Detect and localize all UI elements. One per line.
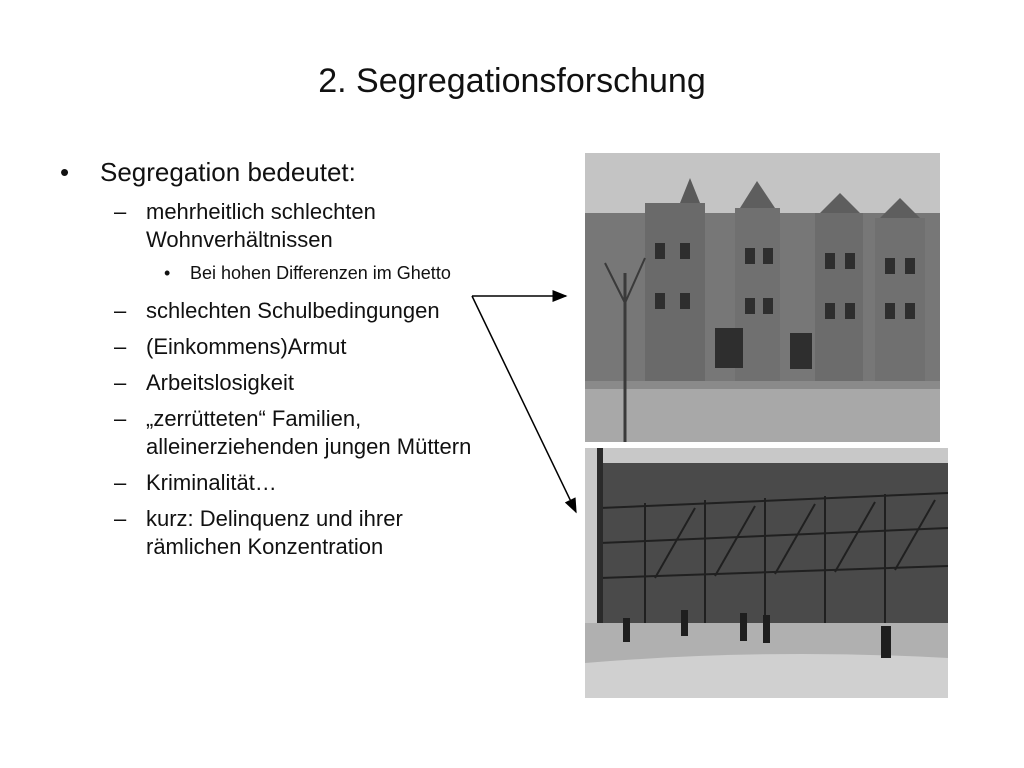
dash-marker: –	[114, 470, 127, 495]
list-item-text: schlechten Schulbedingungen	[146, 298, 440, 323]
dash-marker: –	[114, 406, 127, 431]
dash-marker: –	[114, 506, 127, 531]
list-item-text: mehrheitlich schlechten Wohnverhältnissen	[146, 199, 376, 252]
sub-list-item-text: Bei hohen Differenzen im Ghetto	[190, 263, 451, 283]
list-item-text: Kriminalität…	[146, 470, 277, 495]
dash-marker: –	[114, 370, 127, 395]
dash-marker: –	[114, 199, 127, 224]
arrow-to-bottom-photo	[472, 296, 576, 512]
list-item-text: (Einkommens)Armut	[146, 334, 347, 359]
list-item-text: kurz: Delinquenz und ihrer rämlichen Konzentration	[146, 506, 403, 559]
list-item-text: Arbeitslosigkeit	[146, 370, 294, 395]
bullet-main-text: Segregation bedeutet:	[100, 157, 356, 187]
dash-marker: –	[114, 334, 127, 359]
dash-marker: –	[114, 298, 127, 323]
list-item-text: „zerrütteten“ Familien, alleinerziehenden jungen Müttern	[146, 406, 472, 459]
bullet-marker: •	[164, 263, 171, 283]
bullet-marker: •	[60, 157, 70, 187]
slide-title: 2. Segregationsforschung	[318, 62, 706, 100]
